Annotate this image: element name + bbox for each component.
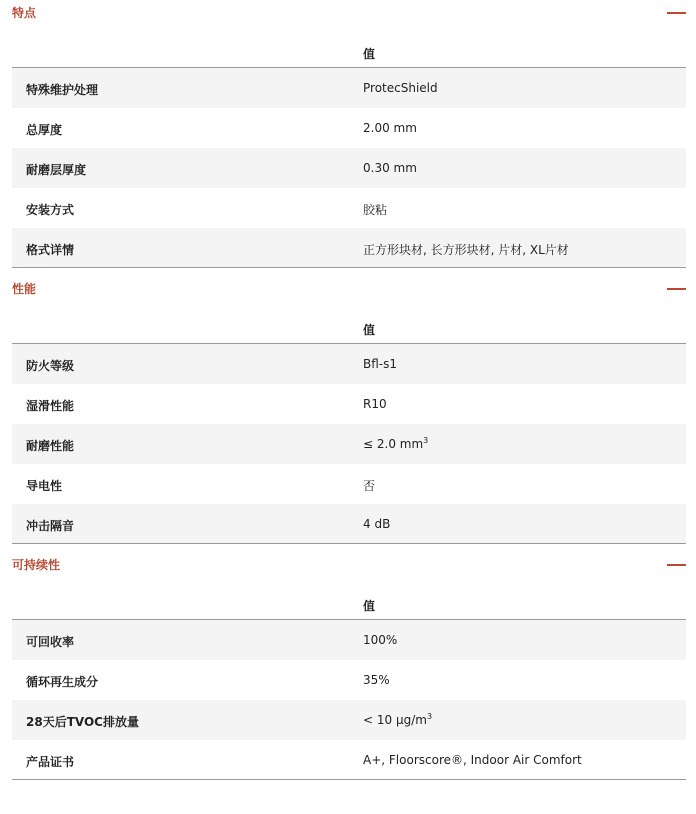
table-row (12, 344, 686, 384)
section-title: 性能 (12, 282, 37, 296)
row-value: 胶粘 (363, 203, 388, 217)
collapse-icon[interactable] (667, 12, 686, 14)
section-header[interactable] (0, 552, 696, 580)
table-row (12, 188, 686, 228)
value-column-label: 值 (363, 323, 376, 337)
row-value: 2.00 mm (363, 121, 417, 135)
row-label: 安装方式 (26, 203, 75, 217)
section-header[interactable] (0, 276, 696, 304)
row-label: 总厚度 (26, 123, 63, 137)
table-row (12, 464, 686, 504)
superscript: 3 (426, 712, 433, 721)
row-value: A+, Floorscore®, Indoor Air Comfort (363, 753, 582, 767)
row-value-text: < 10 µg/m (363, 713, 427, 727)
row-value (363, 437, 428, 451)
section-features (0, 0, 696, 268)
table-row (12, 148, 686, 188)
row-label: 耐磨性能 (26, 439, 75, 453)
row-label: 湿滑性能 (26, 399, 75, 413)
table-row (12, 740, 686, 780)
table-row (12, 660, 686, 700)
row-label: 格式详情 (26, 243, 75, 257)
spec-table (12, 580, 686, 780)
row-value: 35% (363, 673, 390, 687)
table-column-header (12, 580, 686, 620)
table-column-header (12, 28, 686, 68)
table-row (12, 620, 686, 660)
row-value: Bfl-s1 (363, 357, 398, 371)
spec-table (12, 304, 686, 544)
table-row (12, 228, 686, 268)
row-value: R10 (363, 397, 387, 411)
row-value: ProtecShield (363, 81, 438, 95)
table-row (12, 68, 686, 108)
section-header[interactable] (0, 0, 696, 28)
table-row (12, 700, 686, 740)
row-value: 4 dB (363, 517, 391, 531)
row-label: 导电性 (26, 479, 63, 493)
row-value: 0.30 mm (363, 161, 417, 175)
row-value-text: ≤ 2.0 mm (363, 437, 424, 451)
row-label: 28天后TVOC排放量 (26, 715, 139, 729)
table-row (12, 424, 686, 464)
section-performance (0, 276, 696, 544)
row-label: 特殊维护处理 (26, 83, 99, 97)
row-label: 冲击隔音 (26, 519, 75, 533)
row-label: 循环再生成分 (26, 675, 99, 689)
spec-table (12, 28, 686, 268)
row-label: 防火等级 (26, 359, 75, 373)
section-sustainability (0, 552, 696, 780)
section-title: 特点 (12, 6, 37, 20)
superscript: 3 (423, 436, 429, 445)
row-label: 可回收率 (26, 635, 75, 649)
row-value: 否 (363, 479, 376, 493)
collapse-icon[interactable] (667, 288, 686, 290)
value-column-label: 值 (363, 599, 376, 613)
row-label: 产品证书 (26, 755, 75, 769)
collapse-icon[interactable] (667, 564, 686, 566)
row-label: 耐磨层厚度 (26, 163, 87, 177)
table-row (12, 108, 686, 148)
section-title: 可持续性 (12, 558, 61, 572)
value-column-label: 值 (363, 47, 376, 61)
table-row (12, 384, 686, 424)
table-row (12, 504, 686, 544)
row-value: 100% (363, 633, 398, 647)
table-column-header (12, 304, 686, 344)
row-value: 正方形块材, 长方形块材, 片材, XL片材 (363, 243, 569, 257)
row-value (363, 713, 432, 727)
